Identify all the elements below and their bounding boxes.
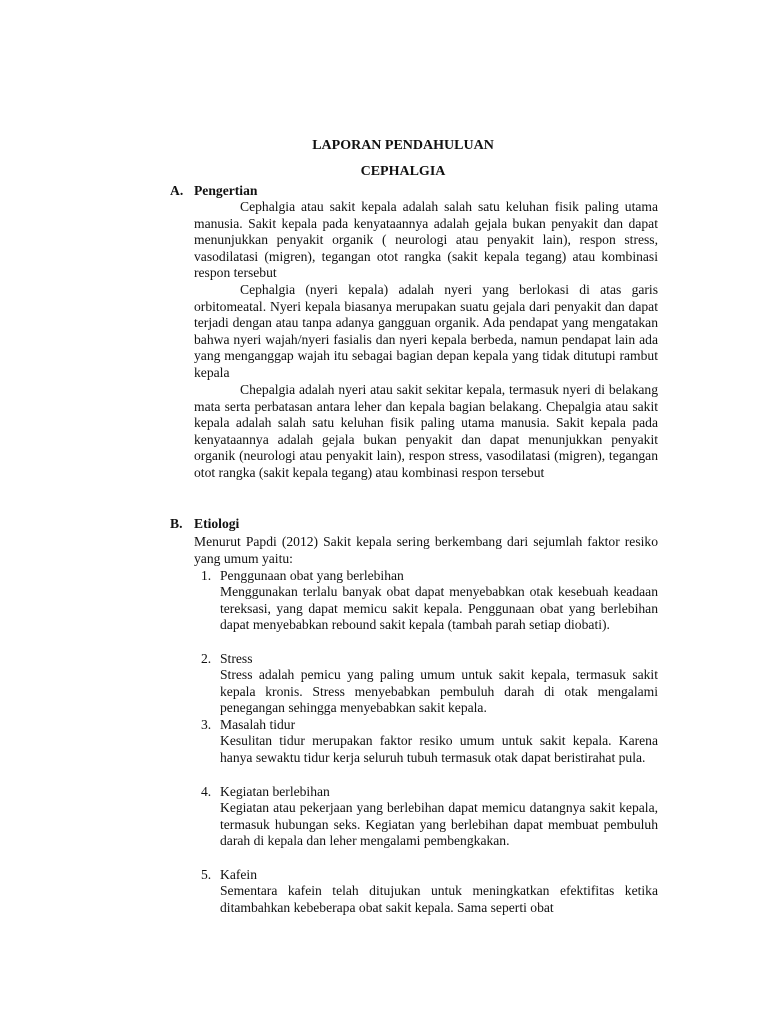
list-item-title: Penggunaan obat yang berlebihan (220, 568, 404, 583)
section-a-paragraph-3: Chepalgia adalah nyeri atau sakit sekitar kepala, termasuk nyeri di belakang mata serta perbatasan antara leher dan kepala bagian belakang. Chepalgia atau sakit kepala adalah salah satu keluhan fisik paling utama manusia. Sakit kepala pada kenyataannya adalah gejala bukan penyakit dan dapat menunjukkan penyakit organik (neurologi atau penyakit lain), respon stress, vasodilatasi (migren), tegangan otot rangka (sakit kepala tegang) atau kombinasi respon tersebut (194, 382, 658, 480)
list-item-number: 2. (201, 651, 212, 666)
list-item-number: 1. (201, 568, 212, 583)
list-item-number: 4. (201, 784, 212, 799)
list-item-body: Kegiatan atau pekerjaan yang berlebihan dapat memicu datangnya sakit kepala, termasuk hubungan seks. Kegiatan yang berlebihan dapat membuat pembuluh darah di kepala dan leher mengalami pembengkakan. (220, 800, 658, 849)
section-b-title: Etiologi (194, 516, 240, 531)
section-a-paragraph-2: Cephalgia (nyeri kepala) adalah nyeri yang berlokasi di atas garis orbitomeatal. Nyeri kepala biasanya merupakan suatu gejala dari penyakit dan dapat terjadi dengan atau tanpa adanya gangguan organik. Ada pendapat yang mengatakan bahwa nyeri wajah/nyeri fasialis dan nyeri kepala berbeda, namun pendapat lain ada yang menganggap wajah itu sebagai bagian depan kepala yang tidak ditutupi rambut kepala (194, 282, 658, 380)
section-a-heading (170, 183, 257, 199)
section-b-intro: Menurut Papdi (2012) Sakit kepala sering berkembang dari sejumlah faktor resiko yang umum yaitu: (194, 534, 658, 566)
section-a-letter: A. (170, 183, 184, 198)
list-item-title: Stress (220, 651, 253, 666)
list-item-title: Kegiatan berlebihan (220, 784, 330, 799)
list-item-number: 5. (201, 867, 212, 882)
section-a-paragraph-1: Cephalgia atau sakit kepala adalah salah satu keluhan fisik paling utama manusia. Sakit kepala pada kenyataannya adalah gejala bukan penyakit dan dapat menunjukkan penyakit organik ( neurologi atau penyakit lain), respon stress, vasodilatasi (migren), tegangan otot rangka (sakit kepala tegang) atau kombinasi respon tersebut (194, 199, 658, 281)
section-b-letter: B. (170, 516, 183, 531)
list-item-body: Kesulitan tidur merupakan faktor resiko umum untuk sakit kepala. Karena hanya sewaktu tidur kerja seluruh tubuh termasuk otak dapat beristirahat pula. (220, 733, 658, 765)
list-item-title: Masalah tidur (220, 717, 296, 732)
document-subtitle: CEPHALGIA (360, 164, 446, 179)
section-b-heading (170, 516, 239, 532)
list-item-number: 3. (201, 717, 212, 732)
document-title: LAPORAN PENDAHULUAN (312, 138, 494, 153)
list-item-title: Kafein (220, 867, 257, 882)
section-a-title: Pengertian (194, 183, 258, 198)
list-item-body: Menggunakan terlalu banyak obat dapat menyebabkan otak kesebuah keadaan tereksasi, yang dapat memicu sakit kepala. Penggunaan obat yang berlebihan dapat menyebabkan rebound sakit kepala (tambah parah setiap diobati). (220, 584, 658, 633)
list-item-body: Stress adalah pemicu yang paling umum untuk sakit kepala, termasuk sakit kepala kronis. Stress menyebabkan pembuluh darah di otak mengalami penegangan sehingga menyebabkan sakit kepala. (220, 667, 658, 716)
list-item-body: Sementara kafein telah ditujukan untuk meningkatkan efektifitas ketika ditambahkan kebeberapa obat sakit kepala. Sama seperti obat (220, 883, 658, 915)
